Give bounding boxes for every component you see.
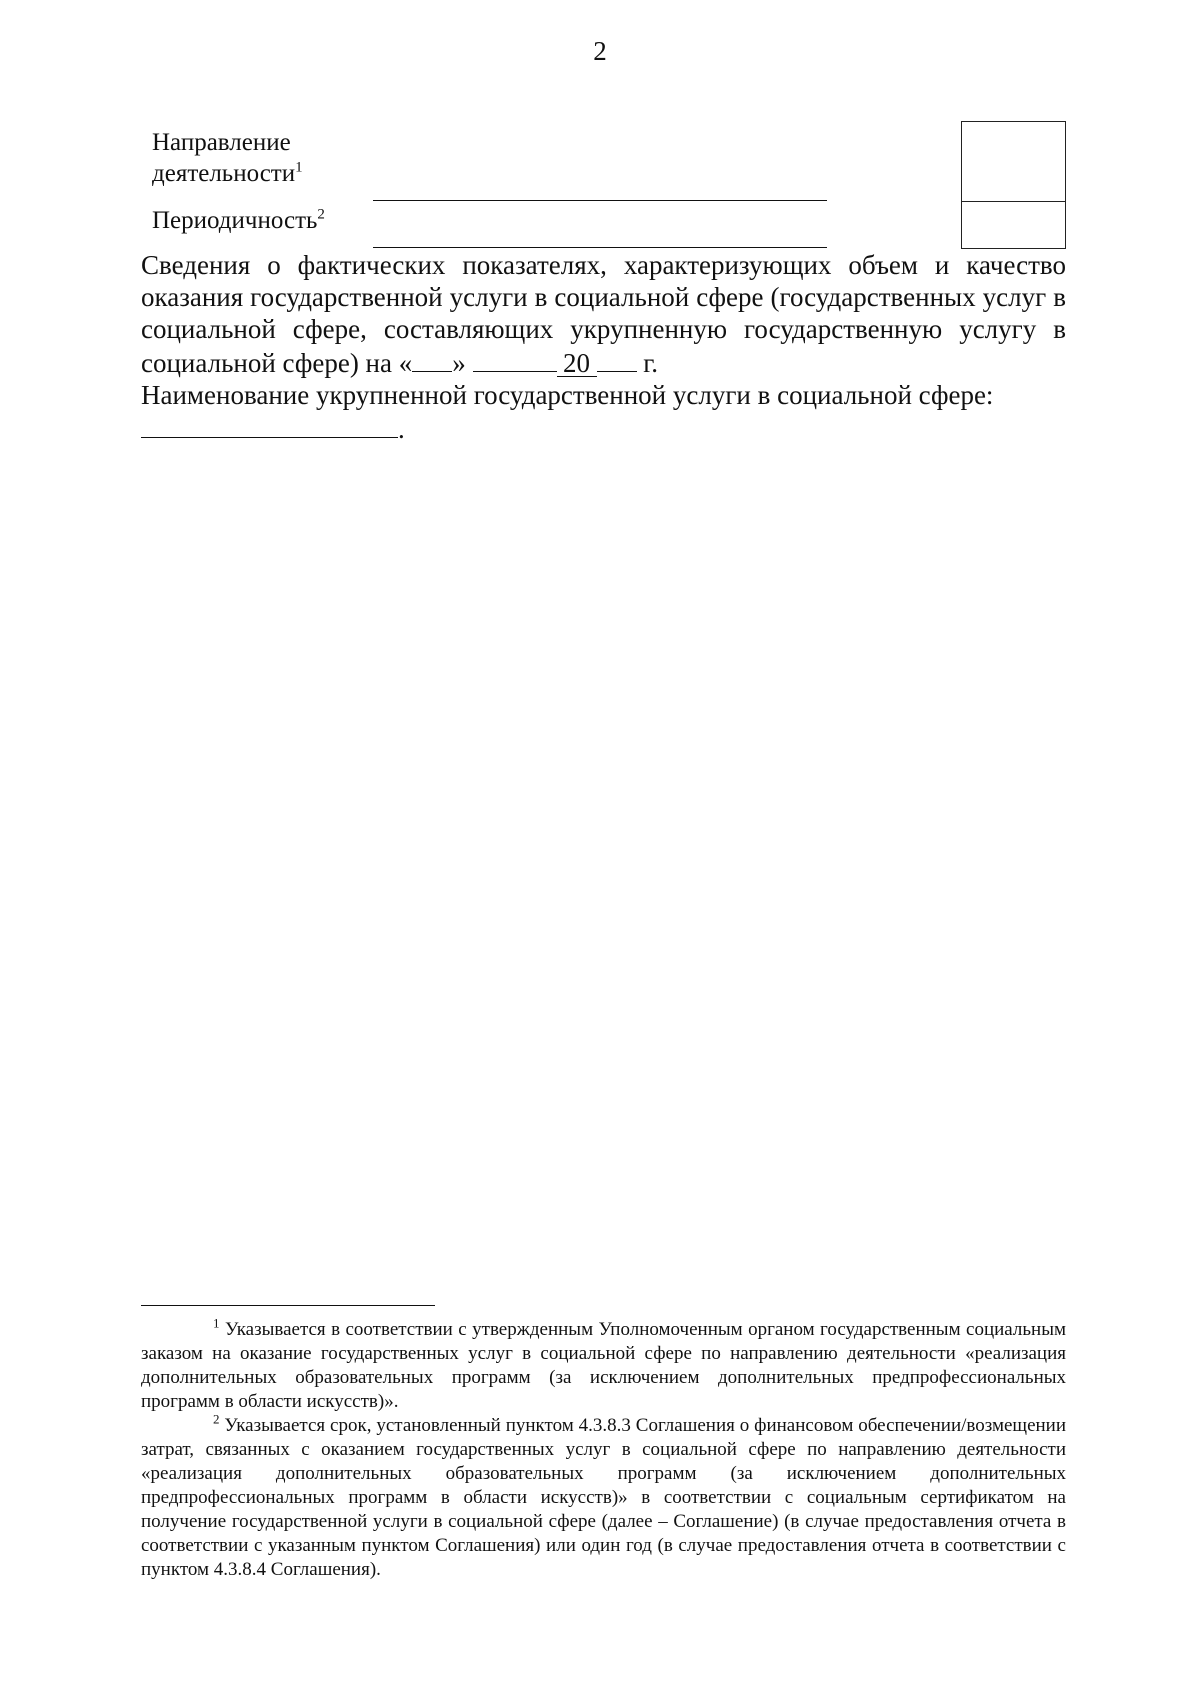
- periodicity-label-text: Периодичность: [152, 207, 318, 234]
- footnote-2: [141, 1411, 1067, 1582]
- footnote-1-mark: 1: [213, 1315, 220, 1331]
- footnotes: [141, 1315, 1067, 1582]
- year-prefix: 20: [563, 348, 590, 378]
- service-name-blank[interactable]: [141, 411, 398, 438]
- month-blank[interactable]: [473, 345, 557, 372]
- main-text: [141, 249, 1066, 445]
- service-name-line: [141, 411, 1066, 445]
- activity-direction-label: [152, 127, 303, 189]
- year-blank[interactable]: [557, 350, 597, 377]
- report-heading-text: Сведения о фактических показателях, характеризующих объем и качество оказания государственной услуги в социальной сфере (государственных услуг в социальной сфере, составляющих укрупненную государственную услугу в социальной сфере) на: [141, 250, 1066, 378]
- periodicity-code-box[interactable]: [961, 200, 1066, 249]
- periodicity-input-line[interactable]: [373, 247, 827, 248]
- service-name-label: Наименование укрупненной государственной услуги в социальной сфере:: [141, 380, 994, 410]
- periodicity-label: [152, 205, 325, 236]
- footnote-2-text: Указывается срок, установленный пунктом 4.3.8.3 Соглашения о финансовом обеспечении/возмещении затрат, связанных с оказанием государственных услуг в социальной сфере по направлению деятельности «реализация дополнительных образовательных программ (за исключением дополнительных предпрофессиональных программ в области искусств)» в соответствии с социальным сертификатом на получение государственной услуги в социальной сфере (далее – Соглашение) (в случае предоставления отчета в соответствии с указанным пунктом Соглашения) или один год (в случае предоставления отчета в соответствии с пунктом 4.3.8.4 Соглашения).: [141, 1415, 1067, 1580]
- footnote-separator: [141, 1305, 435, 1306]
- year-suffix: г.: [643, 348, 659, 378]
- service-name-end: .: [398, 414, 405, 444]
- service-name-paragraph: [141, 379, 1066, 411]
- page-number: 2: [593, 36, 607, 66]
- activity-direction-label-line2: деятельности: [152, 160, 296, 187]
- day-blank[interactable]: [412, 345, 452, 372]
- footnote-2-mark: 2: [213, 1411, 220, 1427]
- activity-direction-code-box[interactable]: [961, 121, 1066, 202]
- year-suffix-blank[interactable]: [597, 345, 637, 372]
- footnote-ref-2[interactable]: 2: [317, 206, 325, 223]
- footnote-1: [141, 1315, 1066, 1414]
- report-heading-paragraph: [141, 249, 1066, 379]
- activity-direction-label-line1: Направление: [152, 129, 291, 156]
- footnote-1-text: Указывается в соответствии с утвержденным Уполномоченным органом государственным социальным заказом на оказание государственных услуг в социальной сфере по направлению деятельности «реализация дополнительных образовательных программ (за исключением дополнительных предпрофессиональных программ в области искусств)».: [141, 1319, 1066, 1412]
- quote-open: «: [398, 348, 413, 378]
- activity-direction-input-line[interactable]: [373, 200, 827, 201]
- footnote-ref-1[interactable]: 1: [295, 159, 303, 176]
- quote-close: »: [452, 348, 466, 378]
